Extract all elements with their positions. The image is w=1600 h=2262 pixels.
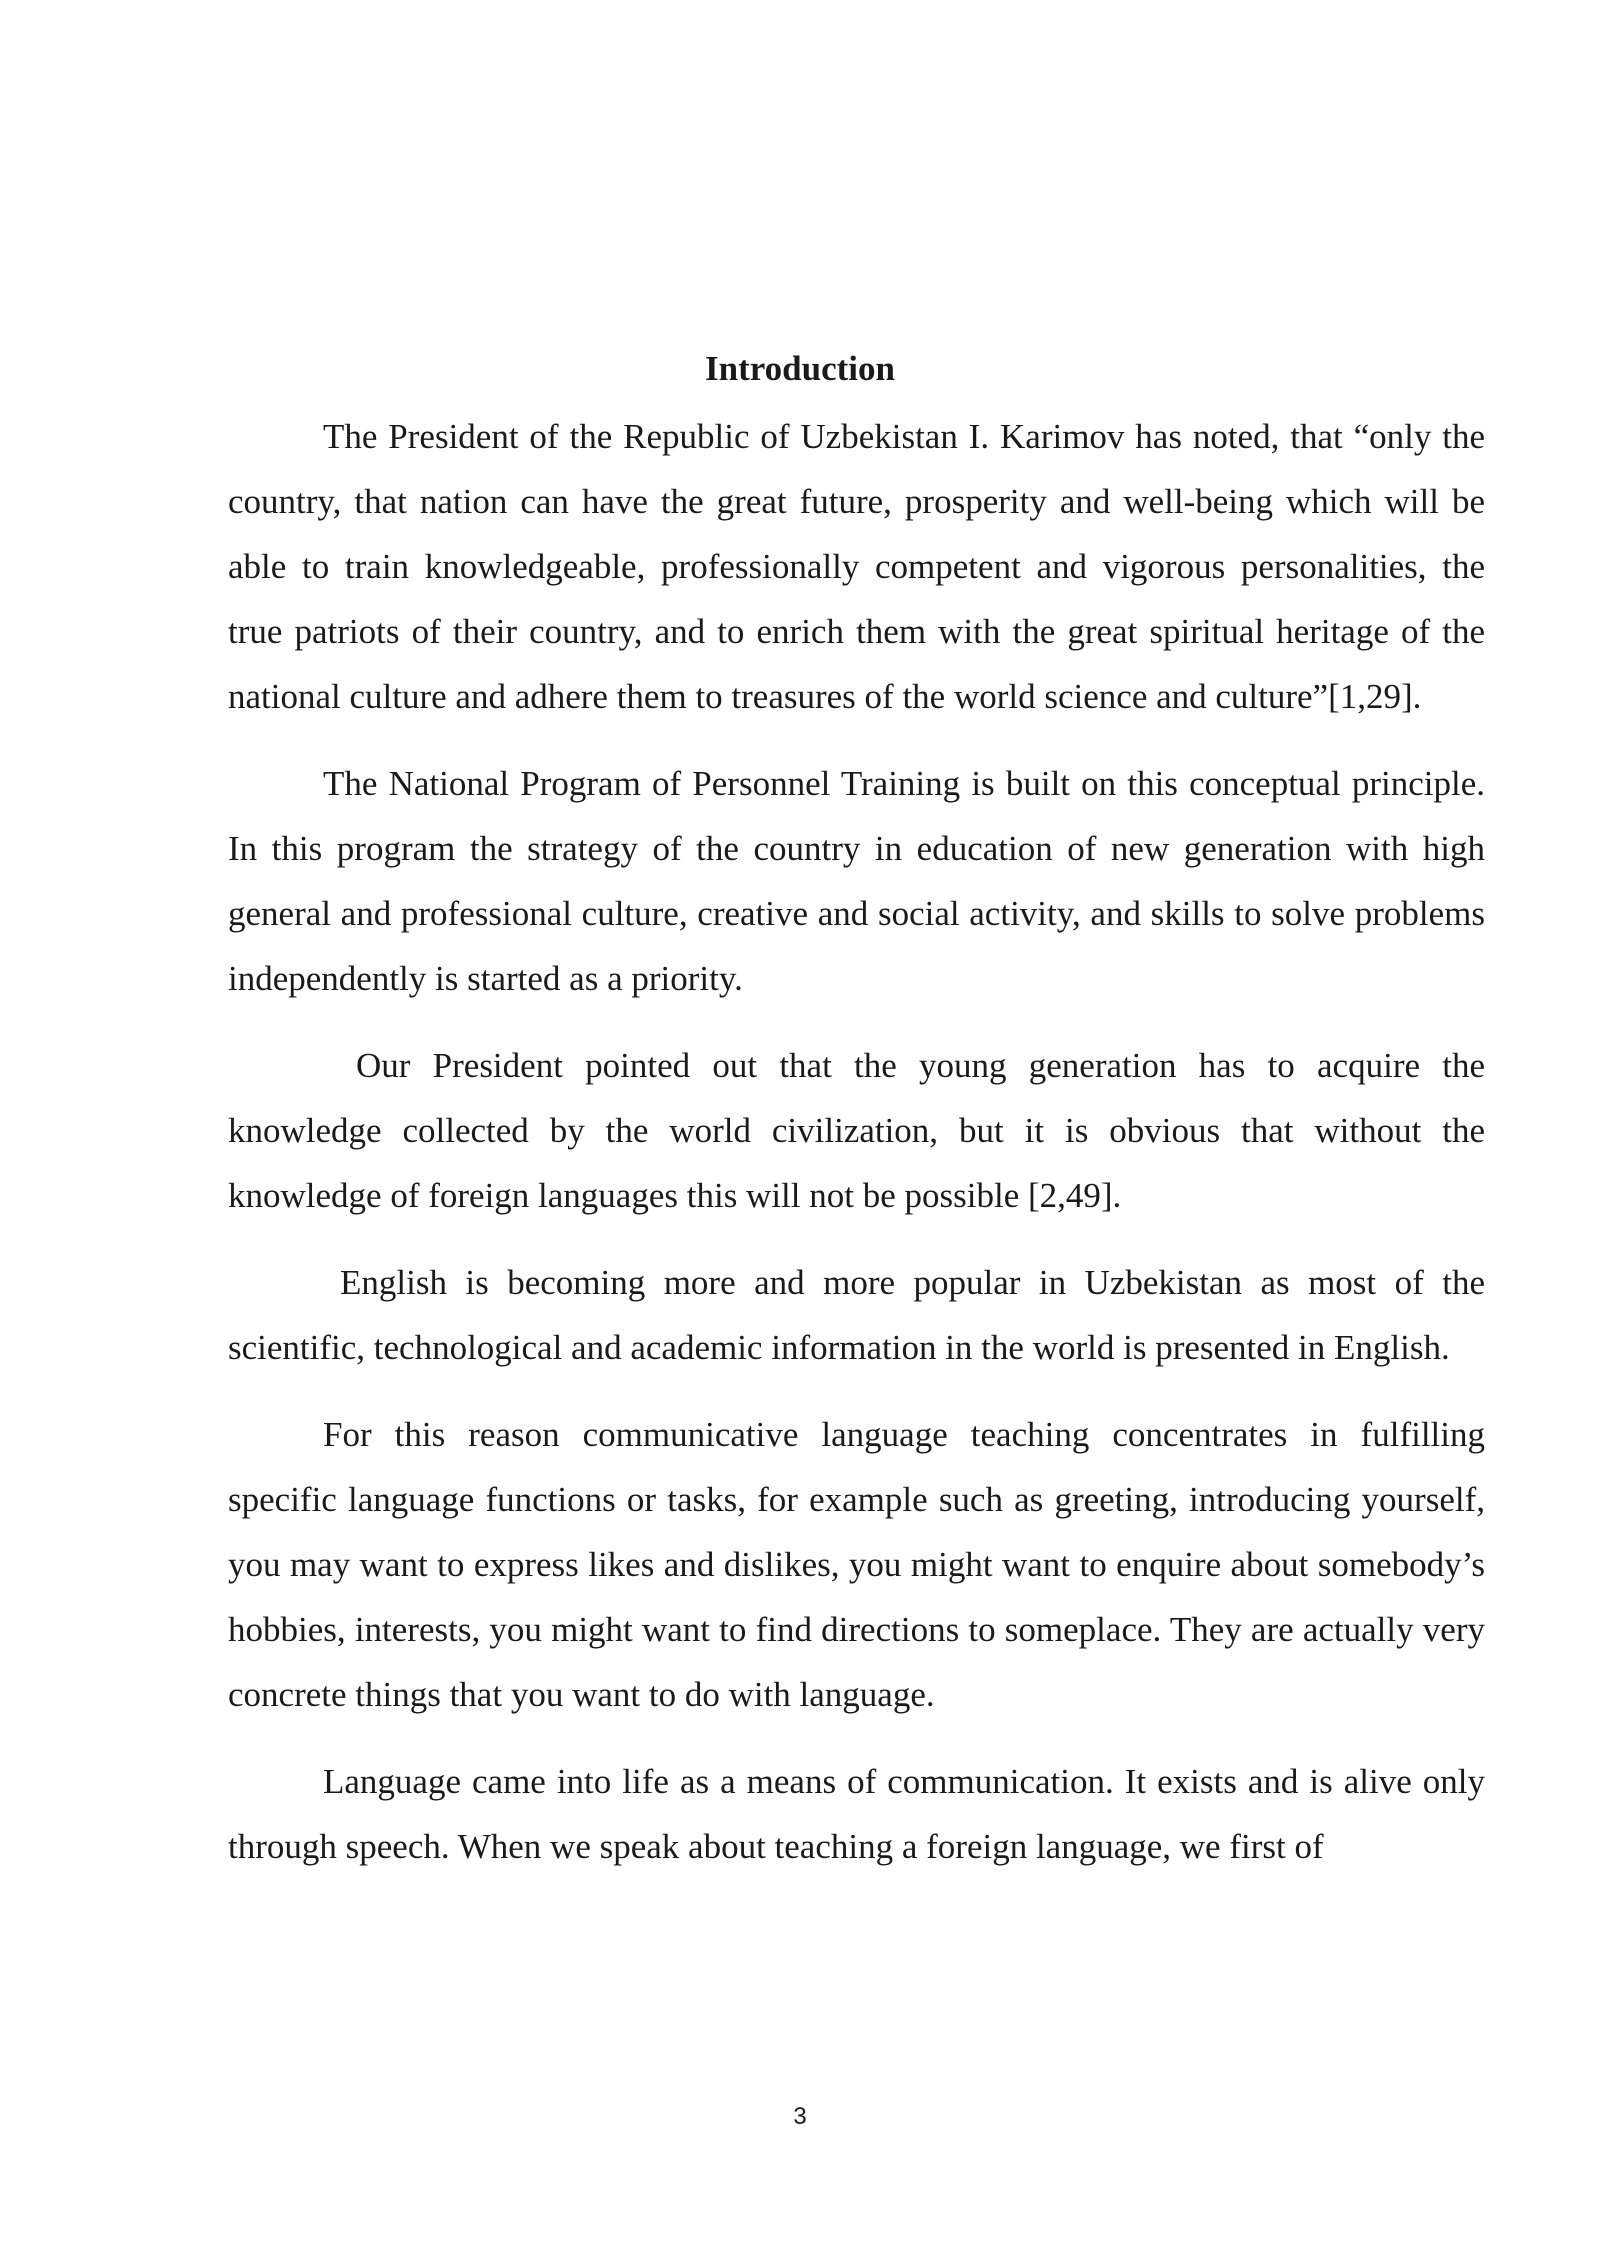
page-title: Introduction xyxy=(705,349,895,388)
paragraph-1: The President of the Republic of Uzbekistan I. Karimov has noted, that “only the country, that nation can have the great future, prosperity and well-being which will be able to train knowledgeable, professionally competent and vigorous personalities, the true patriots of their country, and to enrich them with the great spiritual heritage of the national culture and adhere them to treasures of the world science and culture”[1,29]. xyxy=(228,417,1485,716)
paragraph-5: For this reason communicative language teaching concentrates in fulfilling specific language functions or tasks, for example such as greeting, introducing yourself, you may want to express likes and dislikes, you might want to enquire about somebody’s hobbies, interests, you might want to find directions to someplace. They are actually very concrete things that you want to do with language. xyxy=(228,1415,1485,1714)
paragraph-3: Our President pointed out that the young generation has to acquire the knowledge collected by the world civilization, but it is obvious that without the knowledge of foreign languages this will not be possible [2,49]. xyxy=(228,1046,1485,1215)
paragraph-4: English is becoming more and more popular in Uzbekistan as most of the scientific, technological and academic information in the world is presented in English. xyxy=(228,1263,1485,1367)
page-number: 3 xyxy=(793,2103,807,2130)
paragraph-6: Language came into life as a means of communication. It exists and is alive only through speech. When we speak about teaching a foreign language, we first of xyxy=(228,1762,1485,1866)
paragraph-2: The National Program of Personnel Training is built on this conceptual principle. In this program the strategy of the country in education of new generation with high general and professional culture, creative and social activity, and skills to solve problems independently is started as a priority. xyxy=(228,764,1485,998)
body-text xyxy=(228,404,1485,1901)
